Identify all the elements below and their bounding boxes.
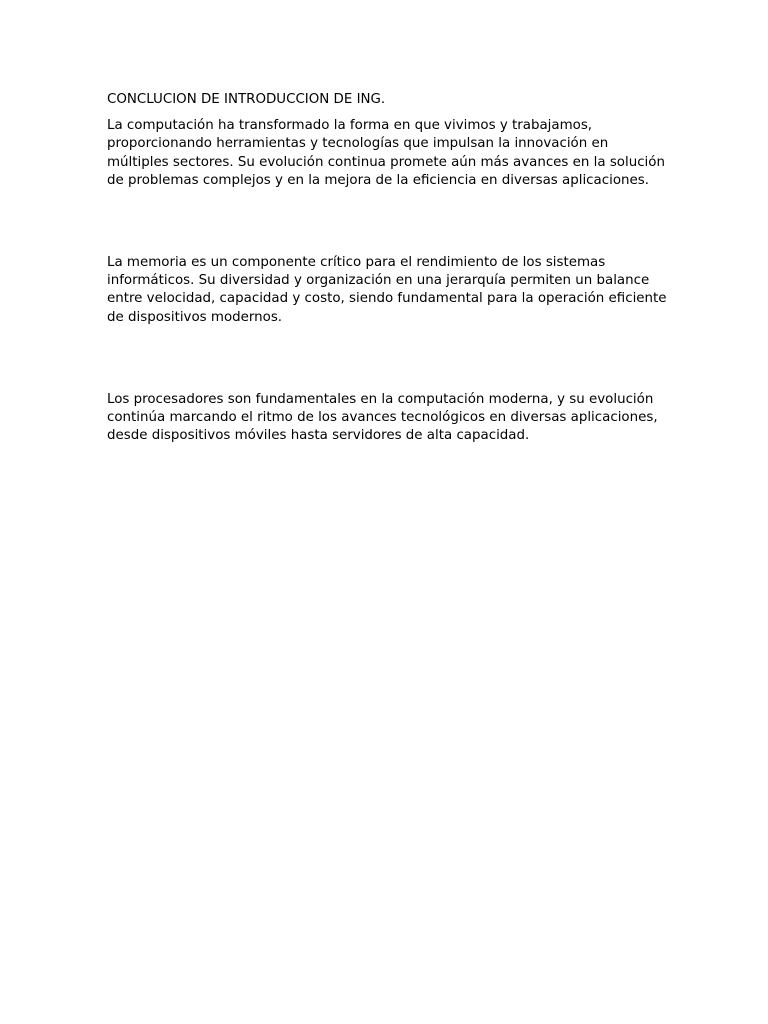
paragraph-computacion: La computación ha transformado la forma en que vivimos y trabajamos, proporcionando herramientas y tecnologías que impulsan la innovación en múltiples sectores. Su evolución continua promete aún más avances en la solución de problemas complejos y en la mejora de la eficiencia en diversas aplicaciones. bbox=[107, 118, 665, 188]
paragraph-procesadores: Los procesadores son fundamentales en la computación moderna, y su evolución continúa marcando el ritmo de los avances tecnológicos en diversas aplicaciones, desde dispositivos móviles hasta servidores de alta capacidad. bbox=[107, 391, 658, 444]
document-body bbox=[107, 91, 667, 445]
paragraph-memoria: La memoria es un componente crítico para el rendimiento de los sistemas informáticos. Su diversidad y organización en una jerarquía permiten un balance entre velocidad, capacidad y costo, siendo fundamental para la operación eficiente de dispositivos modernos. bbox=[107, 255, 667, 325]
document-title: CONCLUCION DE INTRODUCCION DE ING. bbox=[107, 92, 386, 107]
